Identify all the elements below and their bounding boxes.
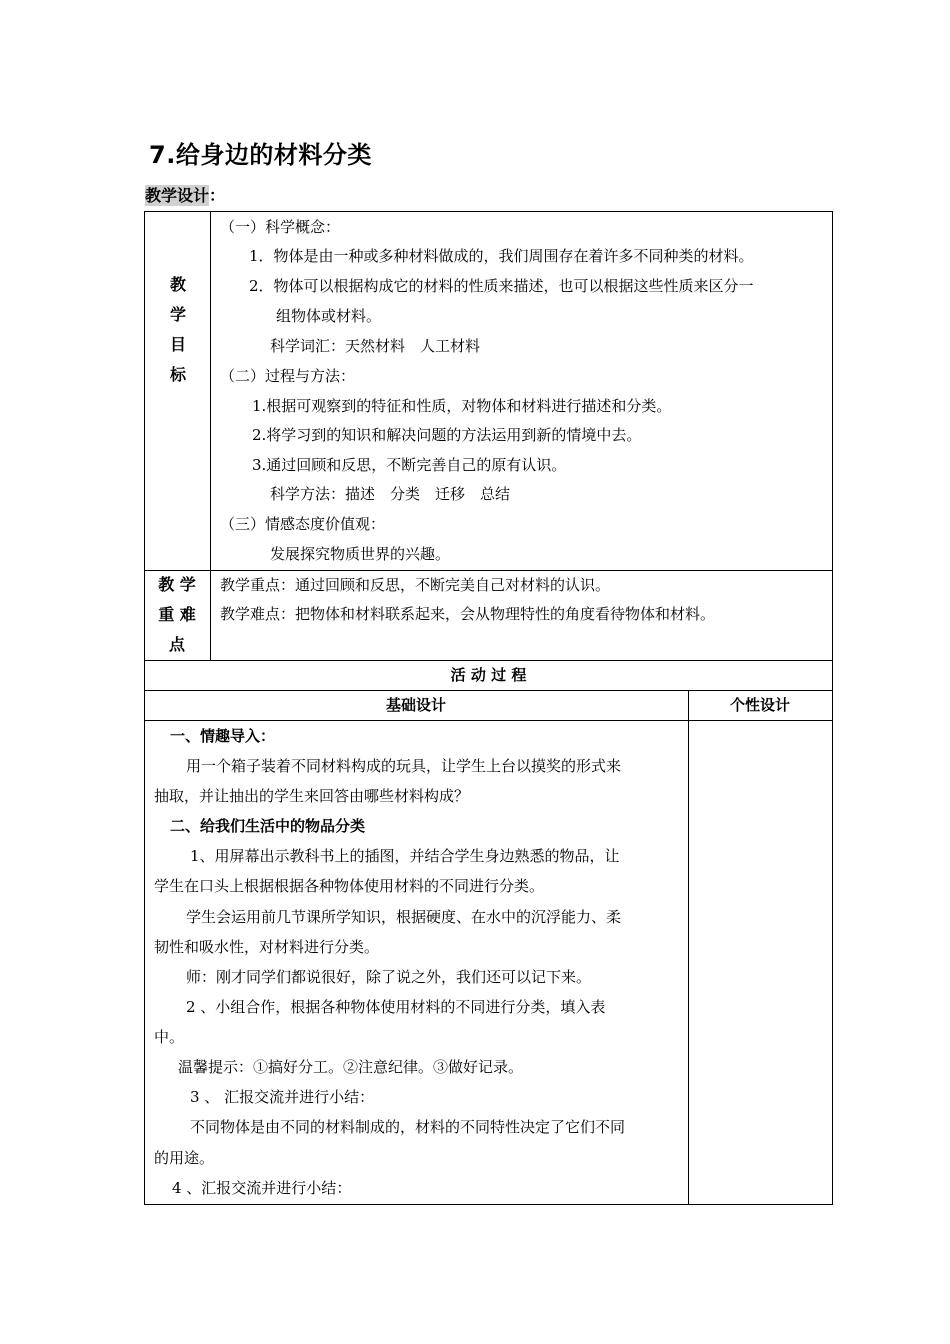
objective-heading: （三）情感态度价值观：	[220, 515, 386, 533]
objective-heading: （二）过程与方法：	[220, 367, 356, 385]
column-header-basic: 基础设计	[385, 696, 446, 714]
subtitle-colon: ：	[209, 186, 226, 205]
objective-methods: 科学方法：描述 分类 迁移 总结	[270, 485, 511, 503]
objectives-label-char: 标	[169, 365, 186, 384]
process-line: 不同物体是由不同的材料制成的，材料的不同特性决定了它们不同	[190, 1118, 626, 1136]
table-border-bottom	[144, 1204, 833, 1205]
process-line: 3 、 汇报交流并进行小结：	[190, 1088, 375, 1106]
table-border-top	[144, 211, 833, 212]
keypoint-difficulty: 教学难点：把物体和材料联系起来，会从物理特性的角度看待物体和材料。	[220, 605, 716, 623]
keypoint-focus: 教学重点：通过回顾和反思，不断完美自己对材料的认识。	[220, 576, 611, 594]
process-line: 韧性和吸水性，对材料进行分类。	[154, 938, 380, 956]
row-divider-objectives	[144, 570, 833, 571]
process-heading: 一、情趣导入：	[170, 727, 276, 745]
process-line: 师：刚才同学们都说很好，除了说之外，我们还可以记下来。	[186, 968, 592, 986]
row-divider-activity	[144, 690, 833, 691]
objective-line: 2．物体可以根据构成它的材料的性质来描述，也可以根据这些性质来区分一	[249, 277, 754, 295]
row-divider-columns	[144, 720, 833, 721]
objective-line: 组物体或材料。	[276, 307, 382, 325]
objective-line: 发展探究物质世界的兴趣。	[270, 545, 451, 563]
section-subtitle	[145, 183, 225, 206]
process-line: 学生在口头上根据根据各种物体使用材料的不同进行分类。	[154, 877, 545, 895]
process-line: 抽取，并让抽出的学生来回答由哪些材料构成？	[154, 787, 470, 805]
process-line: 用一个箱子装着不同材料构成的玩具，让学生上台以摸奖的形式来	[186, 757, 622, 775]
objectives-label-char: 教	[169, 275, 186, 294]
objectives-label-char: 目	[169, 335, 186, 354]
row-divider-keypoints	[144, 660, 833, 661]
objective-line: 2.将学习到的知识和解决问题的方法运用到新的情境中去。	[252, 426, 642, 444]
process-line: 1、用屏幕出示教科书上的插图，并结合学生身边熟悉的物品，让	[190, 847, 620, 865]
keypoints-label	[148, 570, 206, 660]
process-line: 学生会运用前几节课所学知识，根据硬度、在水中的沉浮能力、柔	[186, 908, 622, 926]
process-tip: 温馨提示：①搞好分工。②注意纪律。③做好记录。	[178, 1058, 524, 1076]
objectives-label-char: 学	[169, 305, 186, 324]
process-column-divider	[688, 690, 689, 1205]
activity-header: 活 动 过 程	[450, 666, 527, 684]
process-line: 中。	[154, 1028, 185, 1046]
column-header-personal: 个性设计	[729, 696, 790, 714]
objective-line: 1．物体是由一种或多种材料做成的，我们周围存在着许多不同种类的材料。	[249, 247, 754, 265]
process-line: 的用途。	[154, 1149, 215, 1167]
keypoints-label-line: 重 难	[158, 605, 196, 624]
process-heading: 二、给我们生活中的物品分类	[170, 817, 366, 835]
keypoints-label-line: 教 学	[158, 575, 196, 594]
objective-line: 1.根据可观察到的特征和性质，对物体和材料进行描述和分类。	[252, 397, 672, 415]
process-line: 2 、小组合作，根据各种物体使用材料的不同进行分类，填入表	[186, 998, 606, 1016]
objective-heading: （一）科学概念：	[220, 218, 341, 236]
document-title: 7.给身边的材料分类	[149, 141, 372, 169]
process-line: 4 、汇报交流并进行小结：	[172, 1179, 352, 1197]
label-column-divider	[210, 211, 211, 660]
objective-line: 3.通过回顾和反思，不断完善自己的原有认识。	[252, 456, 567, 474]
objectives-label	[160, 270, 196, 390]
subtitle-highlight: 教学设计	[145, 186, 210, 205]
objective-vocabulary: 科学词汇：天然材料 人工材料	[270, 337, 481, 355]
keypoints-label-line: 点	[168, 635, 185, 654]
table-border-right	[832, 211, 833, 1205]
